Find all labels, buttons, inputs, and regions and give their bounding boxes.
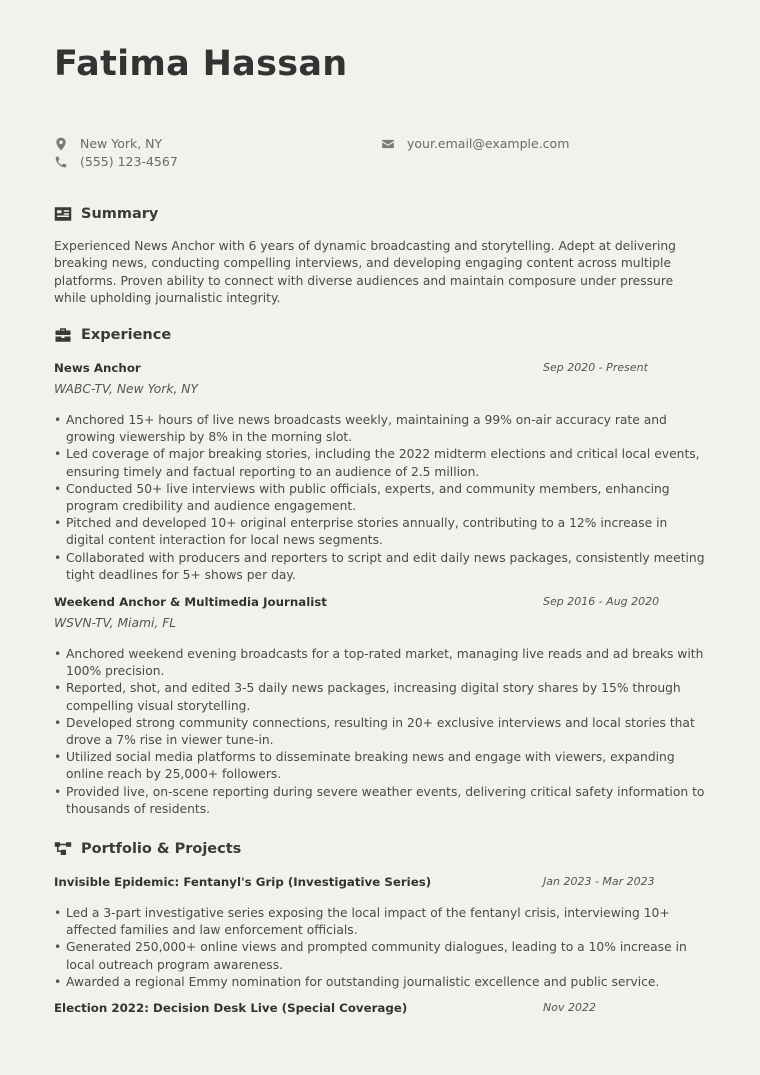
job-date-1: Sep 2020 - Present	[543, 361, 648, 374]
list-item: • Reported, shot, and edited 3-5 daily news packages, increasing digital story shares by 15% through compelling visual storytelling.	[54, 680, 708, 714]
id-card-icon	[54, 206, 72, 222]
job-bullets-1	[54, 412, 708, 584]
summary-heading	[54, 206, 158, 222]
job-org-2: WSVN-TV, Miami, FL	[54, 616, 177, 630]
experience-heading	[54, 327, 171, 343]
summary-title: Summary	[81, 206, 159, 222]
project-bullets-1	[54, 905, 708, 991]
briefcase-icon	[54, 327, 72, 343]
contact-location	[54, 136, 162, 151]
phone-text: (555) 123-4567	[80, 154, 178, 169]
job-org-1: WABC-TV, New York, NY	[54, 382, 198, 396]
list-item: • Provided live, on-scene reporting during severe weather events, delivering critical safety information to thousands of residents.	[54, 784, 708, 818]
list-item: • Pitched and developed 10+ original enterprise stories annually, contributing to a 12% increase in digital content interaction for local news segments.	[54, 515, 708, 549]
envelope-icon	[381, 137, 395, 151]
candidate-name: Fatima Hassan	[54, 44, 348, 84]
list-item: • Led a 3-part investigative series exposing the local impact of the fentanyl crisis, interviewing 10+ affected families and law enforcement officials.	[54, 905, 708, 939]
summary-text: Experienced News Anchor with 6 years of dynamic broadcasting and storytelling. Adept at delivering breaking news, conducting compelling interviews, and developing engaging content across multiple platforms. Proven ability to connect with diverse audiences and maintain composure under pressure while upholding journalistic integrity.	[54, 239, 676, 306]
job-bullets-2	[54, 646, 708, 818]
job-title-2: Weekend Anchor & Multimedia Journalist	[54, 595, 327, 609]
contact-email[interactable]	[381, 136, 569, 151]
job-date-2: Sep 2016 - Aug 2020	[543, 595, 660, 608]
map-pin-icon	[54, 137, 68, 151]
project-title-2: Election 2022: Decision Desk Live (Special Coverage)	[54, 1001, 408, 1015]
list-item: • Utilized social media platforms to disseminate breaking news and engage with viewers, expanding online reach by 25,000+ followers.	[54, 749, 708, 783]
list-item: • Anchored weekend evening broadcasts for a top-rated market, managing live reads and ad breaks with 100% precision.	[54, 646, 708, 680]
project-date-1: Jan 2023 - Mar 2023	[543, 875, 655, 888]
portfolio-heading	[54, 841, 241, 857]
list-item: • Led coverage of major breaking stories, including the 2022 midterm elections and critical local events, ensuring timely and factual reporting to an audience of 2.5 million.	[54, 446, 708, 480]
experience-title: Experience	[81, 327, 172, 343]
list-item: • Generated 250,000+ online views and prompted community dialogues, leading to a 10% increase in local outreach program awareness.	[54, 939, 708, 973]
list-item: • Collaborated with producers and reporters to script and edit daily news packages, consistently meeting tight deadlines for 5+ shows per day.	[54, 550, 708, 584]
contact-phone	[54, 154, 178, 169]
phone-icon	[54, 155, 68, 169]
project-date-2: Nov 2022	[543, 1001, 596, 1014]
portfolio-title: Portfolio & Projects	[81, 841, 242, 857]
email-link[interactable]: your.email@example.com	[407, 136, 570, 151]
list-item: • Anchored 15+ hours of live news broadcasts weekly, maintaining a 99% on-air accuracy rate and growing viewership by 8% in the morning slot.	[54, 412, 708, 446]
list-item: • Awarded a regional Emmy nomination for outstanding journalistic excellence and public service.	[54, 974, 708, 991]
list-item: • Conducted 50+ live interviews with public officials, experts, and community members, enhancing program credibility and audience engagement.	[54, 481, 708, 515]
location-text: New York, NY	[80, 136, 163, 151]
project-title-1: Invisible Epidemic: Fentanyl's Grip (Investigative Series)	[54, 875, 432, 889]
list-item: • Developed strong community connections, resulting in 20+ exclusive interviews and local stories that drove a 7% rise in viewer tune-in.	[54, 715, 708, 749]
project-diagram-icon	[54, 841, 72, 857]
job-title-1: News Anchor	[54, 361, 141, 375]
